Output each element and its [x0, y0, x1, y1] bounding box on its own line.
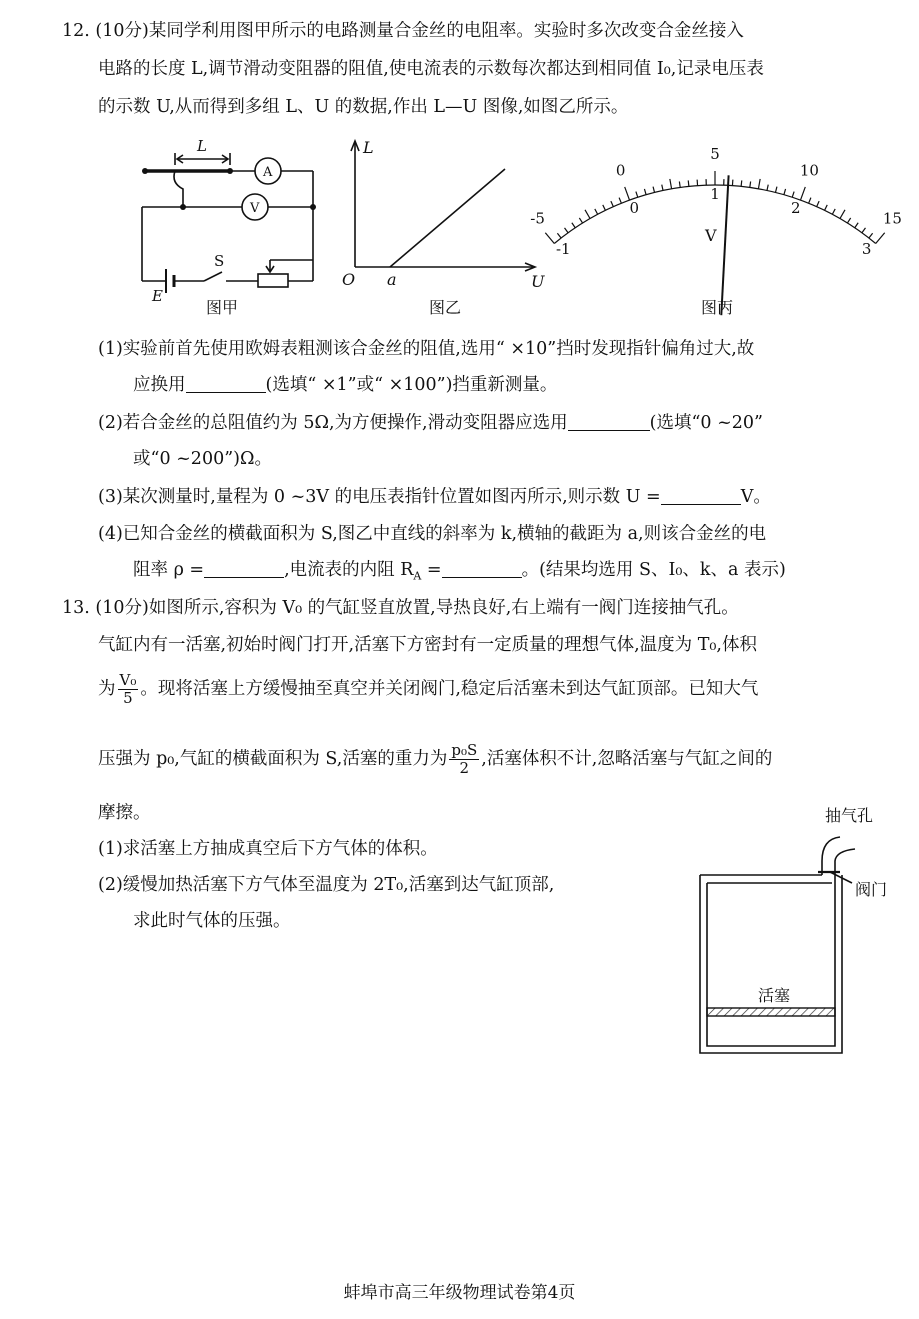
caption-jia: 图甲: [206, 298, 239, 317]
meter-tick: [775, 187, 776, 193]
figure-cylinder: [690, 795, 900, 1060]
figure-bing-meter: [530, 135, 902, 320]
meter-pointer: [721, 175, 728, 315]
figure-yi-graph: [335, 135, 555, 320]
figure-jia-circuit: [130, 135, 330, 320]
label-L: L: [197, 137, 207, 155]
meter-inner-label: 3: [861, 240, 872, 259]
q13-line4: 压强为 p₀,气缸的横截面积为 S,活塞的重力为 $\frac{\text{p₀S}}{2}$ ,活塞体积不计,忽略活塞与气缸之间的: [98, 741, 773, 777]
meter-tick: [595, 209, 598, 214]
q13-sub2-a: (2)缓慢加热活塞下方气体至温度为 2T₀,活塞到达气缸顶部,: [98, 875, 555, 895]
q13-line5: 摩擦。: [98, 803, 151, 823]
meter-tick: [688, 180, 689, 186]
q12-line1: 12. (10分)某同学利用图甲所示的电路测量合金丝的电阻率。实验时多次改变合金丝接入: [62, 21, 744, 41]
page-footer: 蚌埠市高三年级物理试卷第4页: [343, 1283, 576, 1303]
meter-tick: [809, 198, 811, 204]
meter-tick: [792, 192, 794, 198]
meter-tick: [579, 218, 582, 223]
meter-outer-label: -5: [530, 209, 545, 228]
q13-sub1: (1)求活塞上方抽成真空后下方气体的体积。: [98, 839, 438, 859]
q12-sub1-a: (1)实验前首先使用欧姆表粗测该合金丝的阻值,选用“ ×10”挡时发现指针偏角过大,故: [98, 339, 755, 359]
fraction-p0s-2: $\frac{\text{p₀S}}{2}$: [451, 741, 478, 777]
meter-tick: [585, 210, 590, 219]
caption-bing: 图丙: [701, 298, 734, 317]
meter-tick: [653, 187, 654, 193]
meter-tick: [636, 192, 638, 198]
meter-tick: [825, 205, 828, 210]
meter-outer-label: 0: [615, 161, 626, 180]
meter-tick: [741, 180, 742, 186]
q13-sub2-b: 求此时气体的压强。: [133, 911, 291, 931]
q12-sub3-line: (3)某次测量时,量程为 0 ~3V 的电压表指针位置如图丙所示,则示数 U = V。: [98, 487, 771, 507]
meter-tick: [847, 218, 850, 223]
intercept-label: a: [387, 270, 397, 289]
meter-tick: [855, 223, 858, 228]
meter-tick: [876, 233, 885, 244]
q12-sub4-a: (4)已知合金丝的横截面积为 S,图乙中直线的斜率为 k,横轴的截距为 a,则该合金丝的电: [98, 524, 767, 544]
meter-tick: [565, 228, 569, 233]
meter-tick: [619, 198, 621, 204]
meter-inner-label: -1: [555, 240, 571, 259]
q13-line2: 气缸内有一活塞,初始时阀门打开,活塞下方密封有一定质量的理想气体,温度为 T₀,体积: [98, 635, 757, 655]
fraction-v0-5: $\frac{\text{V₀}}{5}$: [119, 671, 137, 707]
meter-outer-label: 5: [710, 145, 720, 163]
meter-tick: [758, 179, 760, 189]
meter-outer-label: 10: [799, 161, 819, 180]
q13-line3: 为 $\frac{\text{V₀}}{5}$ 。现将活塞上方缓慢抽至真空并关闭阀门,稳定后活塞未到达气缸顶部。已知大气: [98, 671, 759, 707]
q12-sub1-b-line: 应换用 (选填“ ×1”或“ ×100”)挡重新测量。: [133, 375, 558, 395]
q12-sub2-c: 或“0 ~200”)Ω。: [133, 449, 272, 469]
meter-tick: [869, 233, 873, 238]
meter-inner-label: 2: [790, 199, 801, 218]
meter-tick: [840, 210, 845, 219]
meter-unit: V: [705, 226, 717, 245]
meter-tick: [670, 179, 672, 189]
answer-blank-2[interactable]: [568, 412, 650, 431]
q12-line2: 电路的长度 L,调节滑动变阻器的阻值,使电流表的示数每次都达到相同值 I₀,记录电压表: [98, 59, 764, 79]
meter-tick: [662, 185, 663, 191]
q12-sub4-line: 阻率 ρ = ,电流表的内阻 $R_A$ = 。(结果均选用 S、I₀、k、a 表示): [133, 560, 786, 583]
label-piston: 活塞: [758, 986, 791, 1005]
piston: [707, 1008, 835, 1016]
caption-yi: 图乙: [429, 298, 462, 317]
meter-tick: [817, 201, 819, 206]
meter-tick: [767, 185, 768, 191]
label-A: A: [263, 165, 273, 180]
q12-sub2-line: (2)若合金丝的总阻值约为 5Ω,为方便操作,滑动变阻器应选用 (选填“0 ~20”: [98, 413, 763, 433]
graph-line: [390, 169, 505, 267]
meter-tick: [644, 189, 646, 195]
label-V: V: [250, 201, 260, 216]
meter-tick: [603, 205, 606, 210]
meter-tick: [625, 187, 630, 200]
meter-tick: [862, 228, 866, 233]
answer-blank-5[interactable]: [442, 559, 522, 578]
meter-tick: [750, 181, 751, 187]
answer-blank-3[interactable]: [661, 486, 741, 505]
label-exhaust-hole: 抽气孔: [825, 806, 874, 825]
meter-inner-label: 1: [710, 185, 720, 203]
q12-line3: 的示数 U,从而得到多组 L、U 的数据,作出 L—U 图像,如图乙所示。: [98, 97, 629, 117]
label-valve: 阀门: [855, 880, 888, 899]
axis-y-label: L: [363, 138, 374, 157]
meter-tick: [832, 209, 835, 214]
label-S: S: [214, 252, 225, 270]
meter-tick: [611, 201, 613, 206]
q13-line1: 13. (10分)如图所示,容积为 V₀ 的气缸竖直放置,导热良好,右上端有一阀门连接抽气孔。: [62, 598, 739, 618]
meter-outer-label: 15: [882, 209, 902, 228]
meter-tick: [572, 223, 575, 228]
meter-tick: [784, 189, 786, 195]
label-E: E: [152, 287, 163, 305]
meter-inner-label: 0: [629, 199, 640, 218]
answer-blank-1[interactable]: [186, 374, 266, 393]
axis-x-label: U: [531, 272, 545, 291]
answer-blank-4[interactable]: [204, 559, 284, 578]
meter-tick: [557, 233, 561, 238]
origin-label: O: [342, 270, 356, 289]
meter-tick: [801, 187, 806, 200]
meter-tick: [679, 181, 680, 187]
